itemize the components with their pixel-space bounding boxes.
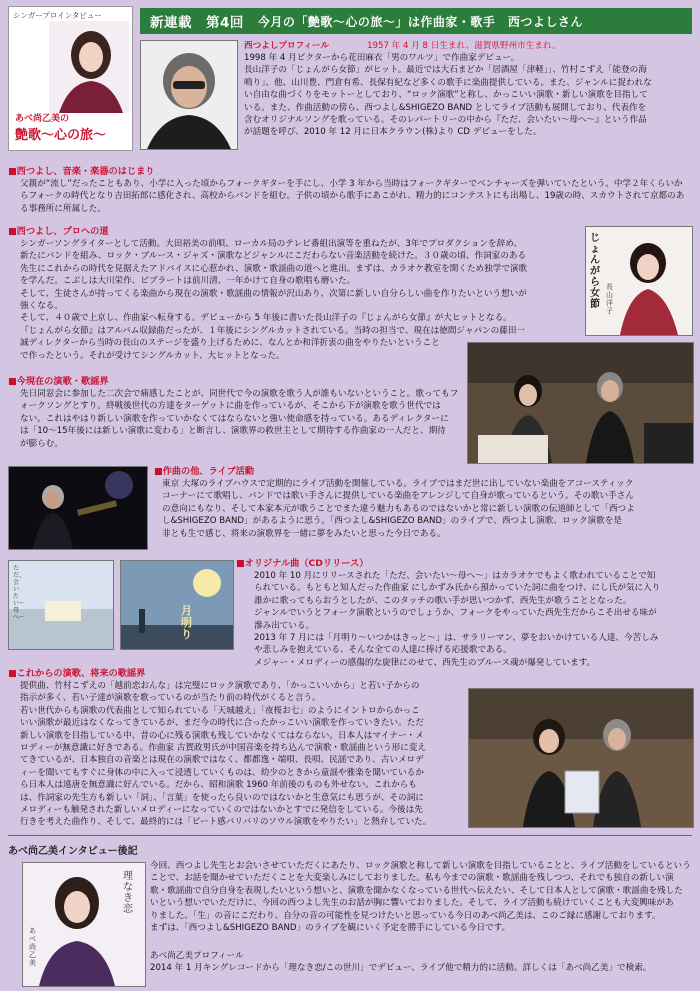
- afterword-cover: [22, 862, 146, 987]
- afterword-heading-wrap: [8, 842, 138, 857]
- live-performance-photo: [8, 466, 148, 550]
- section-heading: ■西つよし、音楽・楽器のはじまり: [8, 166, 155, 177]
- section-line: 『じょんがら女節』はアルバム収録曲だったが、１年後にシングルカットされている。当時の担当で、現在は徳間ジャパンの藤田一: [20, 325, 526, 336]
- nishi-portrait: [140, 40, 238, 150]
- headline: 今月の「艶歌〜心の旅〜」は作曲家・歌手 西つよしさん: [257, 14, 583, 29]
- section-future-enka: [8, 668, 468, 829]
- section-line: ロディーが無意識に好きである。作曲家 古賀政男氏が中国音楽を持ち込んで演歌・歌謡曲という形に変え: [20, 743, 426, 754]
- section-heading: ■これからの演歌、将来の歌謡界: [8, 668, 146, 679]
- section-original-songs: [236, 558, 692, 669]
- section-line: ら日本人は遠唐を無意識に好んでいる。だから、昭和演歌 1960 年前後のものも外せない。これからも: [20, 780, 417, 791]
- album-artist: 長山洋子: [606, 283, 613, 315]
- afterword-line: いという想いでいただけに、今回の西つよし先生のお話が胸に響いておりました。そして、ライブ活動も続けていくことも大変興味があ: [150, 898, 674, 909]
- cd-cover-tsukiakari: [120, 560, 234, 650]
- section-line: メジャー・メロディーの感傷的な旋律にのせて、西先生のブルース魂が爆発しています。: [254, 657, 596, 668]
- cover-series-title: 艶歌〜心の旅〜: [15, 128, 107, 143]
- title-bar: [140, 8, 692, 34]
- section-line: は「10〜15年後には新しい演歌に変わる」と断言し、演歌界の救世主として期待する作曲家の一人だと、期待: [20, 426, 446, 437]
- profile-text: [244, 52, 692, 139]
- section-line: てきているが、日本独自の音楽とは現在の演歌ではなく、都都逸・端唄、長唄、民謡であり、古いメロデ: [20, 755, 424, 766]
- section-line: そして、４０歳で上京し、作曲家へ転身する。デビューから 5 年後に書いた長山洋子の『じょんがら女節』が大ヒットとなる。: [20, 313, 512, 324]
- section-line: し&SHIGEZO BAND」があるように思う。「西つよし&SHIGEZO BAND」のライブで、西つよし演歌、ロック演歌を是: [162, 516, 622, 527]
- section-line: る事務所に所属した。: [20, 203, 106, 214]
- profile-line: い自由な曲づくりをモットーとしており、“ロック演歌”と称し、かっこいい演歌・新しい演歌を目指して: [244, 90, 648, 101]
- profile-line: 含むオリジナルソングを歌っている。そのレパートリーの中から『ただ、会いたい〜母へ〜』という作品: [244, 115, 647, 126]
- profile-line: 長山洋子の「じょんがら女節」がヒット。最近では大石まどか「居酒屋「津軽」」、竹村こずえ「能登の海: [244, 65, 647, 76]
- section-line: ィーを聞いてもすぐに身体の中に入って浸透していくものは、幼少のときから童謡や雅楽を聞いているか: [20, 767, 424, 778]
- section-line: は、作詞家の先生方も新しい「詞」、「言葉」を使ったら良いのではないかと生意気にも思うが、その詞に: [20, 792, 424, 803]
- section-line: そして、生徒さんが持ってくる楽曲から現在の演歌・歌謡曲の情報が沢山あり、次第に新しい自分らしい曲を作りたいという想いが: [20, 288, 527, 299]
- section-heading: ■西つよし、プロへの道: [8, 226, 109, 237]
- afterword-heading: あべ尚乙美インタビュー後記: [8, 846, 138, 857]
- section-line: 2010 年 10 月にリリースされた「ただ、会いたい〜母へ〜」はカラオケでもよく歌われていることで知: [254, 571, 656, 581]
- cd2-title: 月明り: [181, 604, 192, 641]
- section-line: 誰かに歌ってもらおうとしたが、このタッチの歌い手が思いつかず、西先生が歌うこととなった。: [254, 595, 632, 606]
- interview-photo-studio: [467, 342, 694, 464]
- section-heading: ■オリジナル曲（CDリリース）: [236, 558, 369, 569]
- section-line: らフォークの時代となり吉田拓郎に感化され、高校からバンドを組む。子供の頃から歌手にあこがれ、精力的にコンテストにも出場し、19歳の時、スカウトされて京都のあ: [20, 191, 685, 202]
- afterword-line: ことで、お話を聞かせていただくことを大変楽しみにしておりました。私も今までの演歌・歌謡曲を残しつつ、それでも独自の新しい演: [150, 873, 674, 884]
- section-divider: [8, 835, 692, 836]
- afterword-text: [150, 860, 692, 934]
- section-line: 先生にこれからの時代を見据えたアドバイスに心惹かれ、演歌・歌謡曲の道へと進出。まずは、カラオケ教室を開くため独学で演歌: [20, 263, 528, 274]
- section-live-activity: [154, 466, 692, 540]
- section-line: 誠ディレクターから当時の長山のステージを盛り上げるために、なんとか和洋折衷の曲をやりたいということ: [20, 338, 440, 349]
- section-line: 強くなる。: [20, 301, 63, 312]
- cover-small-label: シンガープロインタビュー: [13, 11, 102, 20]
- section-line: られている。もともと知人だった作曲家 にしかずみ氏から預かっていた詞に曲をつけ、にし氏が気に入り: [254, 583, 661, 594]
- section-line: ジャンルでいうとフォーク演歌というのでしょうか、フォークをやっていた西先生だからこそ出せる味が: [254, 608, 657, 619]
- afterword-line: りました。「生」の音にこだわり、自分の音の可能性を見つけたいと思っている今日のあべ尚乙美は、このご縁に感謝しております。: [150, 910, 661, 921]
- section-line: 新たにバンドを組み、ロック・ブルース・ジャズ・演歌などジャンルにこだわらない音楽活動を続けた。３０歳の頃、作詞家のある: [20, 251, 527, 262]
- profile-line: いる。また、作曲活動の傍ら、西つよし&SHIGEZO BAND としてライブ活動も展開しており、代表作を: [244, 102, 647, 113]
- section-line: 提供曲、竹村こずえの「越前恋おんな」は完璧にロック演歌であり、「かっこいいから」と若い子からの: [20, 681, 420, 691]
- cover-image: [8, 6, 133, 151]
- section-line: 新しい演歌を目指している中、昔の心に残る演歌も残していかなくてはならない。日本人はマイナー・メ: [20, 730, 424, 741]
- afterword-cover-artist: あべ尚乙美: [29, 927, 36, 967]
- section-heading: ■今現在の演歌・歌謡界: [8, 376, 109, 387]
- section-music-beginnings: [8, 166, 692, 215]
- afterword-profile-text: 2014 年 1 月キングレコードから「理なき恋/この世川」でデビュー、ライブ他で精力的に活動。詳しくは「あべ尚乙美」で検索。: [150, 963, 652, 974]
- album-cover-jongara: [585, 226, 693, 336]
- profile-heading: 西つよしプロフィール: [244, 41, 330, 51]
- cd-cover-tada-aitai: [8, 560, 114, 650]
- section-line: 父親が“流し”だったこともあり、小学に入った頃からフォークギターを手にし、小学 3 年から当時はフォークギターでベンチャーズを弾いていたという。中学２年くらいか: [20, 179, 683, 189]
- section-line: ない。これはやはり新しい演歌を作っていかなくてはならないと強い使命感を持っている。あるディレクターに: [20, 413, 449, 424]
- profile-line: が話題を呼び、2010 年 12 月に日本クラウン(株)より CD デビューをした。: [244, 127, 542, 138]
- section-line: 2013 年 7 月には「月明り〜いつかはきっと〜」は、サラリーマン、夢をおいかけている人達、今苦しみ: [254, 633, 659, 644]
- part-label: 第4回: [206, 15, 244, 31]
- afterword-line: まずは、「西つよし&SHIGEZO BAND」のライブを観にいく予定を勝手にしている今日です。: [150, 923, 511, 934]
- section-line: メロディーも触発された新しいメロディーになっていくのではないかとすでに発信をしている。今後は先: [20, 805, 423, 816]
- section-line: コーナーにて歌唱し、バンドでは歌い手さんに提供している楽曲をアレンジして自身が歌っているという。その歌い手さん: [162, 491, 634, 502]
- section-line: 東京 大塚のライブハウスで定期的にライブ活動を開催している。ライブではまだ世に出していない楽曲をアコースティック: [162, 479, 634, 489]
- section-line: の意向にもなり、そして本家本元が歌うことでまた違う魅力もあるのではないかと常に新しい演歌の伝道師として「西つよ: [162, 503, 635, 514]
- interview-photo-duo: [468, 688, 694, 828]
- profile-birth: 1957 年 4 月 8 日生まれ、滋賀県野州市生まれ。: [367, 41, 561, 51]
- afterword-line: 今回、西つよし先生とお会いさせていただくにあたり、ロック演歌と称して新しい演歌を目指していることと、ライブ活動をしているという: [150, 861, 691, 871]
- afterword-profile: [150, 950, 692, 975]
- profile-block: [244, 40, 692, 139]
- section-line: 先日同窓会に参加した二次会で痛感したことが、同世代で今の演歌を歌う人が誰もいないということ。歌ってもフ: [20, 389, 459, 399]
- album-title: じょんがら女節: [590, 233, 600, 310]
- section-line: 滲み出ている。: [254, 620, 315, 631]
- section-line: を学んだ。こぶしは大川栄作、ビブラートは前川清、一年かけて自身の歌唱も磨いた。: [20, 276, 356, 287]
- section-line: いい演歌が最近はなくなってきているが、まだ今の時代に合ったかっこいい演歌を作っていきたい。ただ: [20, 718, 424, 729]
- series-label: 新連載: [150, 15, 192, 31]
- afterword-cover-title: 理なき恋: [123, 871, 133, 915]
- section-line: が膨らむ。: [20, 438, 63, 449]
- section-line: 非とも生で感じ、将来の演歌界を一緒に夢をみたいと思った今日である。: [162, 528, 446, 539]
- section-line: 指示が多く、若い子達が演歌を歌っているのが当たり前の時代がくると言う。: [20, 693, 321, 704]
- afterword-profile-title: あべ尚乙美プロフィール: [150, 951, 244, 961]
- cd1-title: ただ、会いたい〜母へ〜: [13, 565, 26, 621]
- section-line: 若い世代からも演歌の代表曲として知られている「天城越え」「夜桜お七」のようにイントロからかっこ: [20, 705, 420, 716]
- profile-line: 鳴り」、他、山川豊、門倉有希、長保有紀など多くの歌手に楽曲提供している。また、ジャンルに捉われな: [244, 77, 652, 88]
- section-line: 行きを考えた曲作り、そして、最終的には「ビート感バリバリのソウル演歌をやりたい」と熱弁していた。: [20, 817, 432, 828]
- singer-portrait: [49, 21, 129, 113]
- profile-line: 1998 年 4 月ビクターから花田麻衣「男のワルツ」で作曲家デビュー。: [244, 53, 520, 63]
- afterword-line: 歌・歌謡曲で自分自身を表現したいという想いと、演歌を聞かなくなっている世代へ伝えたい、そして日本人として演歌・歌謡曲を残した: [150, 885, 683, 896]
- section-line: ォークソングとすり。終戦後世代の方達をターゲットに曲を作っているが、そこから下が演歌を歌う世代では: [20, 401, 441, 412]
- cover-series-name: あべ尚乙美の: [15, 114, 70, 124]
- section-heading: ■作曲の他、ライブ活動: [154, 466, 255, 477]
- section-line: シンガーソングライターとして活動。大田裕美の前唄、ローカル局のテレビ番組出演等を重ねたが、3年でプロダクションを辞め、: [20, 239, 523, 249]
- section-current-enka: [8, 376, 466, 450]
- section-line: で作ったという。それが受けてシングルカット、大ヒットとなった。: [20, 350, 285, 361]
- section-line: や悲しみを抱えている、そんな全ての人達に捧げる応援歌である。: [254, 645, 512, 656]
